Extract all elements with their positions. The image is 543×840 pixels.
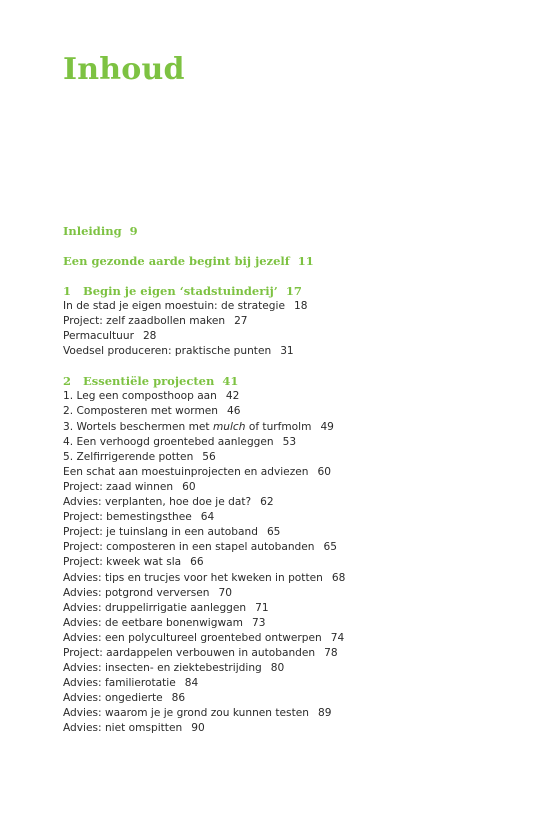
entry-text: 4. Een verhoogd groentebed aanleggen [63, 435, 274, 448]
toc-entry[interactable] [63, 661, 503, 676]
entry-text: Permacultuur [63, 330, 134, 343]
entry-text: Advies: een polycultureel groentebed ontwerpen [63, 631, 322, 644]
toc-entry[interactable] [63, 721, 503, 736]
toc-entry[interactable] [63, 495, 503, 510]
entry-text: Project: composteren in een stapel autobanden [63, 541, 315, 554]
heading-label: Essentiële projecten [83, 374, 215, 389]
heading-label: Inleiding [63, 224, 122, 238]
entry-page: 90 [191, 722, 205, 735]
entry-text: Project: aardappelen verbouwen in autobanden [63, 646, 316, 659]
entry-text: 2. Composteren met wormen [63, 405, 219, 418]
toc-entry[interactable] [63, 601, 503, 616]
entry-text: Een schat aan moestuinprojecten en adviezen [63, 465, 309, 478]
entry-page: 49 [320, 420, 334, 433]
entry-page: 64 [200, 511, 215, 524]
entry-page: 66 [190, 556, 204, 569]
toc-entry[interactable] [63, 586, 503, 601]
toc-entry[interactable] [63, 510, 503, 525]
entry-page: 73 [251, 616, 266, 629]
entry-page: 18 [293, 300, 308, 312]
toc-entry[interactable] [63, 525, 503, 540]
heading-page: 11 [297, 254, 314, 268]
toc-entry[interactable] [63, 299, 503, 314]
entry-text: Project: zaad winnen [63, 480, 174, 493]
page-title: Inhoud [63, 52, 185, 87]
toc-intro-heading[interactable] [63, 223, 503, 239]
entry-text: Project: kweek wat sla [63, 556, 182, 569]
toc-entry[interactable] [63, 480, 503, 495]
entry-page: 60 [182, 480, 196, 493]
heading-page: 17 [285, 284, 302, 298]
toc-entry[interactable] [63, 691, 503, 706]
entry-text: Advies: insecten- en ziektebestrijding [63, 662, 262, 675]
entry-text: Advies: niet omspitten [63, 722, 183, 735]
toc-entry[interactable] [63, 706, 503, 721]
entry-text: Project: zelf zaadbollen maken [63, 315, 226, 328]
entry-text: Advies: potgrond verversen [63, 586, 210, 599]
entry-page: 56 [202, 450, 216, 463]
entry-page: 74 [330, 631, 345, 644]
entry-text: Advies: druppelirrigatie aanleggen [63, 601, 247, 614]
entry-page: 27 [234, 315, 248, 328]
entry-text: Advies: waarom je je grond zou kunnen testen [63, 707, 309, 720]
toc-entry[interactable] [63, 420, 503, 435]
entry-text: of turfmolm [245, 420, 312, 433]
entry-text-italic: mulch [212, 420, 246, 433]
heading-page: 41 [222, 374, 239, 389]
section2-entries [63, 389, 503, 736]
toc-section1-heading[interactable] [63, 283, 503, 299]
entry-page: 60 [317, 465, 331, 478]
entry-text: Project: bemestingsthee [63, 511, 192, 524]
entry-text: Advies: familierotatie [63, 677, 176, 690]
entry-text: Voedsel produceren: praktische punten [63, 345, 272, 358]
toc-section0-heading[interactable] [63, 253, 503, 269]
entry-page: 89 [317, 707, 332, 720]
entry-page: 68 [331, 571, 346, 584]
toc-entry[interactable] [63, 314, 503, 329]
toc-entry[interactable] [63, 329, 503, 344]
toc-entry[interactable] [63, 344, 503, 359]
toc-entry[interactable] [63, 646, 503, 661]
entry-page: 65 [323, 541, 337, 554]
entry-page: 71 [255, 601, 269, 614]
toc-entry[interactable] [63, 616, 503, 631]
toc-entry[interactable] [63, 676, 503, 691]
heading-page: 9 [129, 224, 138, 238]
entry-text: 5. Zelfirrigerende potten [63, 450, 194, 463]
entry-page: 62 [260, 496, 274, 509]
entry-page: 53 [282, 435, 297, 448]
entry-page: 84 [184, 677, 199, 690]
entry-page: 70 [218, 586, 232, 599]
toc-entry[interactable] [63, 555, 503, 570]
entry-text: In de stad je eigen moestuin: de strategie [63, 300, 285, 312]
toc-entry[interactable] [63, 389, 503, 404]
entry-text: Advies: ongedierte [63, 692, 163, 705]
entry-text: Advies: tips en trucjes voor het kweken in potten [63, 571, 323, 584]
entry-page: 28 [142, 330, 157, 343]
entry-page: 86 [171, 692, 186, 705]
toc-entry[interactable] [63, 631, 503, 646]
toc-entry[interactable] [63, 404, 503, 419]
toc-entry[interactable] [63, 450, 503, 465]
entry-page: 42 [225, 390, 240, 403]
entry-page: 65 [266, 526, 281, 539]
entry-text: Advies: de eetbare bonenwigwam [63, 616, 243, 629]
entry-text: 1. Leg een composthoop aan [63, 390, 217, 403]
toc-entry[interactable] [63, 435, 503, 450]
toc-section2-heading[interactable] [63, 373, 503, 389]
toc-entry[interactable] [63, 540, 503, 555]
toc-entry[interactable] [63, 571, 503, 586]
entry-page: 78 [324, 646, 338, 659]
table-of-contents [63, 223, 503, 737]
entry-text: Advies: verplanten, hoe doe je dat? [63, 496, 252, 509]
heading-label: Begin je eigen ‘stadstuinderij’ [83, 284, 278, 298]
entry-text: Project: je tuinslang in een autoband [63, 526, 258, 539]
entry-page: 31 [280, 345, 294, 358]
entry-page: 80 [270, 662, 285, 675]
entry-text: 3. Wortels beschermen met [63, 420, 213, 433]
section1-entries [63, 299, 503, 359]
toc-entry[interactable] [63, 465, 503, 480]
entry-page: 46 [227, 405, 241, 418]
section-number: 1 [63, 284, 72, 298]
heading-label: Een gezonde aarde begint bij jezelf [63, 254, 290, 268]
section-number: 2 [63, 374, 72, 389]
